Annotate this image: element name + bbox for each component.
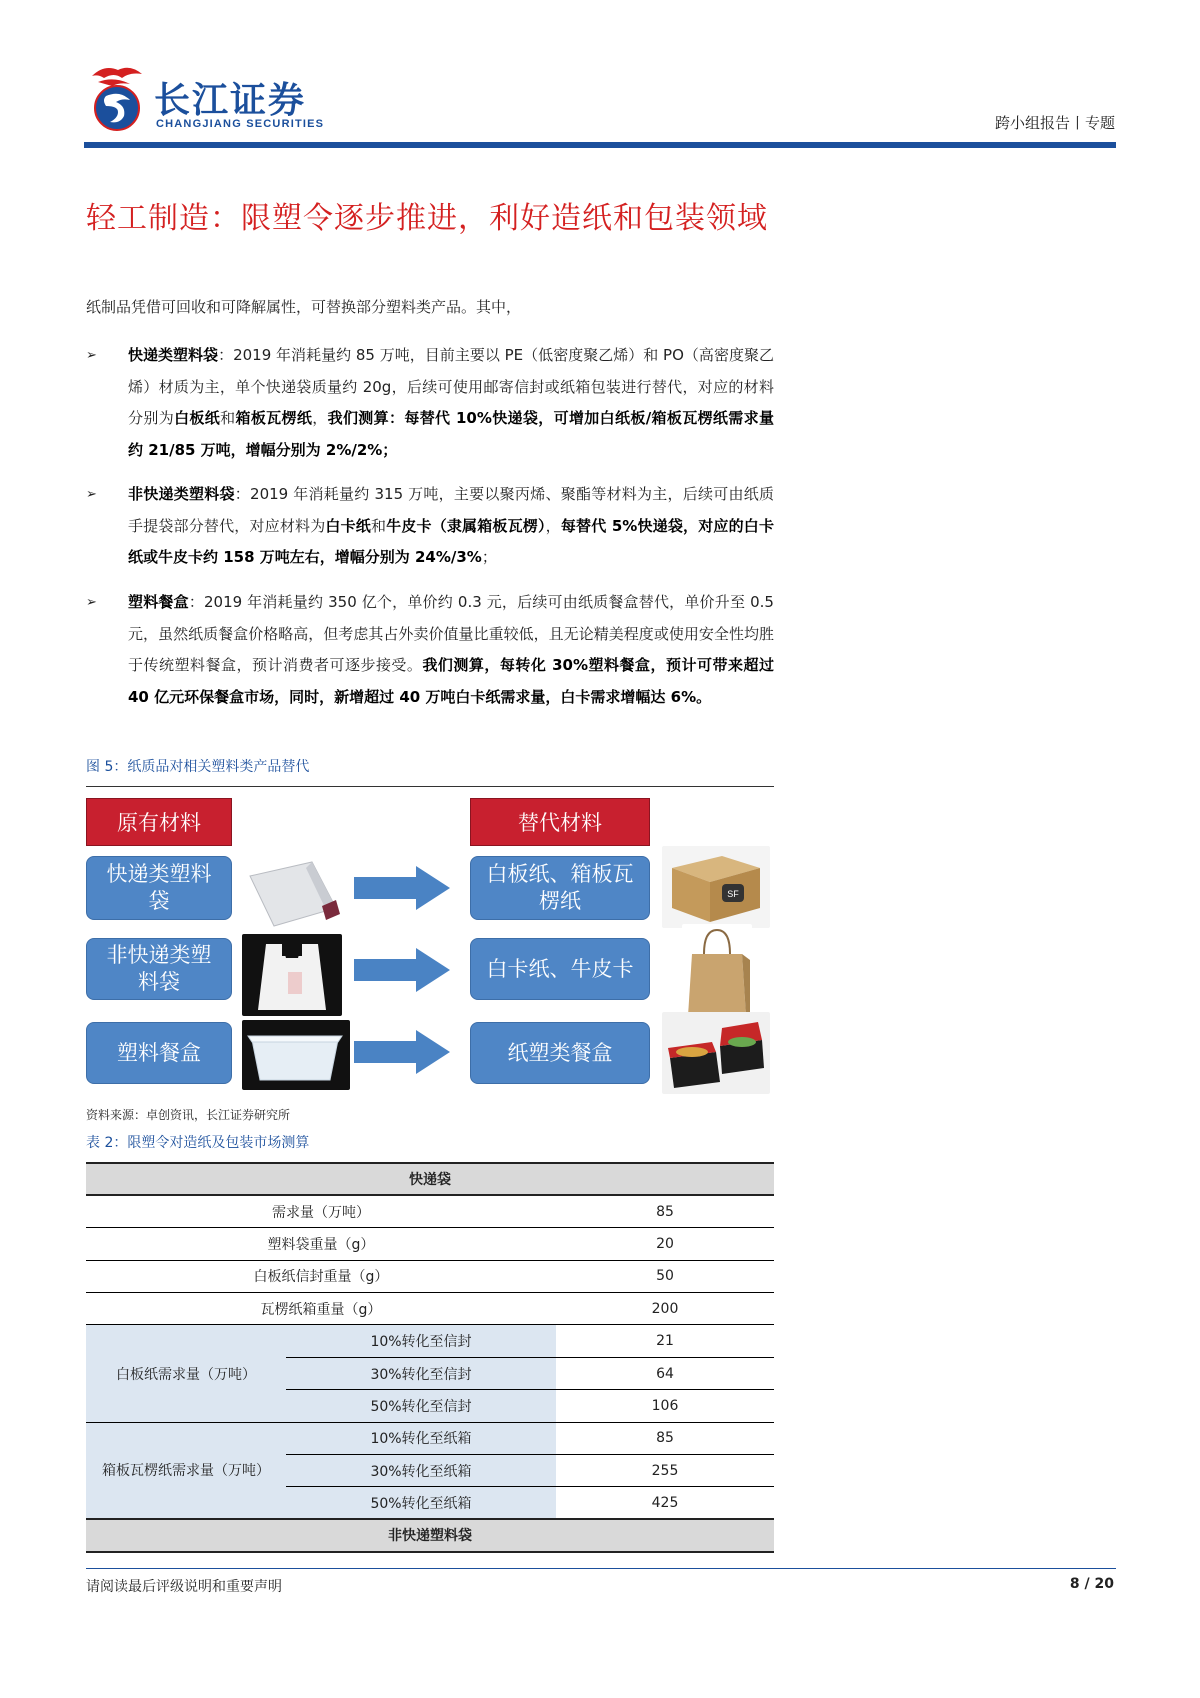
carton-box-image — [662, 846, 770, 928]
footer-divider — [86, 1568, 1116, 1569]
paper-bag-image — [682, 924, 752, 1020]
text-run: 和 — [220, 409, 236, 427]
figure-divider — [86, 786, 774, 787]
substitution-figure — [86, 798, 774, 1098]
report-type: 跨小组报告丨专题 — [994, 114, 1115, 132]
table-row — [86, 1260, 774, 1292]
original-non-express-bag: 非快递类塑料袋 — [86, 938, 232, 1000]
company-logo — [84, 62, 364, 140]
replacement-white-card: 白卡纸、牛皮卡 — [470, 938, 650, 1000]
arrow-right-icon — [354, 866, 450, 910]
text-run: ：2019 年消耗量约 85 万吨，目前主要以 PE（低密度聚乙烯）和 PO（高密度聚乙烯）材质为主，单个快递袋质量约 20g，后续可使用邮寄信封或纸箱包装进行替代，对应的材料分别为 — [128, 346, 774, 427]
header-divider — [84, 142, 1116, 148]
arrow-right-icon — [354, 1030, 450, 1074]
row-value: 21 — [556, 1325, 774, 1357]
row-label: 瓦楞纸箱重量（g） — [86, 1293, 556, 1325]
table-caption: 表 2：限塑令对造纸及包装市场测算 — [86, 1135, 310, 1151]
paper-meal-box-image — [662, 1012, 770, 1094]
plastic-shopping-bag-image — [242, 934, 342, 1016]
svg-text:SF: SF — [727, 889, 739, 899]
changjiang-logo-icon — [84, 62, 150, 134]
bullet-text — [128, 479, 774, 574]
page-number: 8 / 20 — [1069, 1576, 1114, 1592]
bold-run: 非快递类塑料袋 — [128, 485, 235, 503]
replacement-paper-box: 纸塑类餐盒 — [470, 1022, 650, 1084]
bold-run: 快递类塑料袋 — [128, 346, 219, 364]
row-label: 塑料袋重量（g） — [86, 1228, 556, 1260]
text-run: 和 — [370, 516, 387, 535]
table-section-header: 非快递塑料袋 — [86, 1519, 774, 1551]
row-sublabel: 50%转化至纸箱 — [286, 1487, 556, 1519]
row-sublabel: 10%转化至信封 — [286, 1325, 556, 1357]
bullet-marker: ➢ — [86, 487, 97, 502]
express-bag-image — [242, 856, 342, 934]
text-run: ：2019 年消耗量约 350 亿个，单价约 0.3 元，后续可由纸质餐盒替代，单价升至 0.5 元，虽然纸质餐盒价格略高，但考虑其占外卖价值量比重较低，且无论精美程度或使用安全性均胜于传统塑料餐盒，预计消费者可逐步接受。 — [128, 593, 774, 674]
bold-run: 每替代 5%快递袋，对应的白卡纸或牛皮卡约 158 万吨左右，增幅分别为 24%/3% — [128, 516, 774, 566]
bold-run: 我们测算，每转化 30%塑料餐盒，预计可带来超过 40 亿元环保餐盒市场，同时，新增超过 40 万吨白卡纸需求量，白卡需求增幅达 6%。 — [128, 656, 774, 706]
bullet-express-bags — [86, 340, 774, 466]
bullet-marker: ➢ — [86, 348, 97, 363]
bold-run: 箱板瓦楞纸 — [235, 409, 313, 427]
row-label: 需求量（万吨） — [86, 1195, 556, 1227]
group-label: 白板纸需求量（万吨） — [86, 1325, 286, 1422]
replacement-material-header: 替代材料 — [470, 798, 650, 846]
bold-run: 牛皮卡（隶属箱板瓦楞） — [386, 516, 546, 535]
arrow-right-icon — [354, 948, 450, 992]
page-title: 轻工制造：限塑令逐步推进，利好造纸和包装领域 — [86, 201, 768, 236]
row-value: 106 — [556, 1390, 774, 1422]
table-row — [86, 1325, 774, 1357]
figure-caption: 图 5：纸质品对相关塑料类产品替代 — [86, 759, 310, 775]
row-label: 白板纸信封重量（g） — [86, 1260, 556, 1292]
disclaimer-note: 请阅读最后评级说明和重要声明 — [86, 1579, 282, 1595]
bullet-non-express-bags — [86, 479, 774, 574]
bullet-plastic-boxes — [86, 587, 774, 713]
bold-run: 白卡纸 — [325, 516, 371, 535]
row-value: 64 — [556, 1357, 774, 1389]
row-sublabel: 30%转化至纸箱 — [286, 1455, 556, 1487]
group-label: 箱板瓦楞纸需求量（万吨） — [86, 1422, 286, 1519]
bold-run: 塑料餐盒 — [128, 593, 189, 611]
figure-source: 资料来源：卓创资讯，长江证券研究所 — [86, 1108, 291, 1122]
row-value: 85 — [556, 1195, 774, 1227]
table-row — [86, 1293, 774, 1325]
row-value: 255 — [556, 1455, 774, 1487]
bullet-marker: ➢ — [86, 595, 97, 610]
estimate-table — [86, 1162, 774, 1553]
row-value: 200 — [556, 1293, 774, 1325]
row-sublabel: 30%转化至信封 — [286, 1357, 556, 1389]
original-express-bag: 快递类塑料袋 — [86, 856, 232, 920]
original-plastic-box: 塑料餐盒 — [86, 1022, 232, 1084]
table-section-header: 快递袋 — [86, 1163, 774, 1195]
text-run: ， — [312, 409, 328, 427]
bullet-text — [128, 340, 774, 466]
bold-run: 我们测算：每替代 10%快递袋，可增加白纸板/箱板瓦楞纸需求量约 21/85 万吨，增幅分别为 2%/2%； — [128, 409, 774, 459]
original-material-header: 原有材料 — [86, 798, 232, 846]
replacement-board-paper: 白板纸、箱板瓦楞纸 — [470, 856, 650, 920]
row-value: 20 — [556, 1228, 774, 1260]
row-value: 425 — [556, 1487, 774, 1519]
text-run: ：2019 年消耗量约 315 万吨，主要以聚丙烯、聚酯等材料为主，后续可由纸质手提袋部分替代，对应材料为 — [128, 485, 774, 535]
table-row — [86, 1195, 774, 1227]
plastic-meal-box-image — [242, 1020, 350, 1090]
text-run: ， — [545, 516, 561, 535]
bold-run: 白板纸 — [174, 409, 221, 427]
row-sublabel: 10%转化至纸箱 — [286, 1422, 556, 1454]
row-value: 85 — [556, 1422, 774, 1454]
logo-en-text: CHANGJIANG SECURITIES — [156, 118, 325, 130]
row-value: 50 — [556, 1260, 774, 1292]
table-row — [86, 1228, 774, 1260]
logo-cn-text: 长江证券 — [154, 80, 307, 121]
text-run: ； — [481, 548, 497, 566]
table-row — [86, 1422, 774, 1454]
intro-paragraph: 纸制品凭借可回收和可降解属性，可替换部分塑料类产品。其中， — [86, 298, 522, 316]
row-sublabel: 50%转化至信封 — [286, 1390, 556, 1422]
bullet-text — [128, 587, 774, 713]
